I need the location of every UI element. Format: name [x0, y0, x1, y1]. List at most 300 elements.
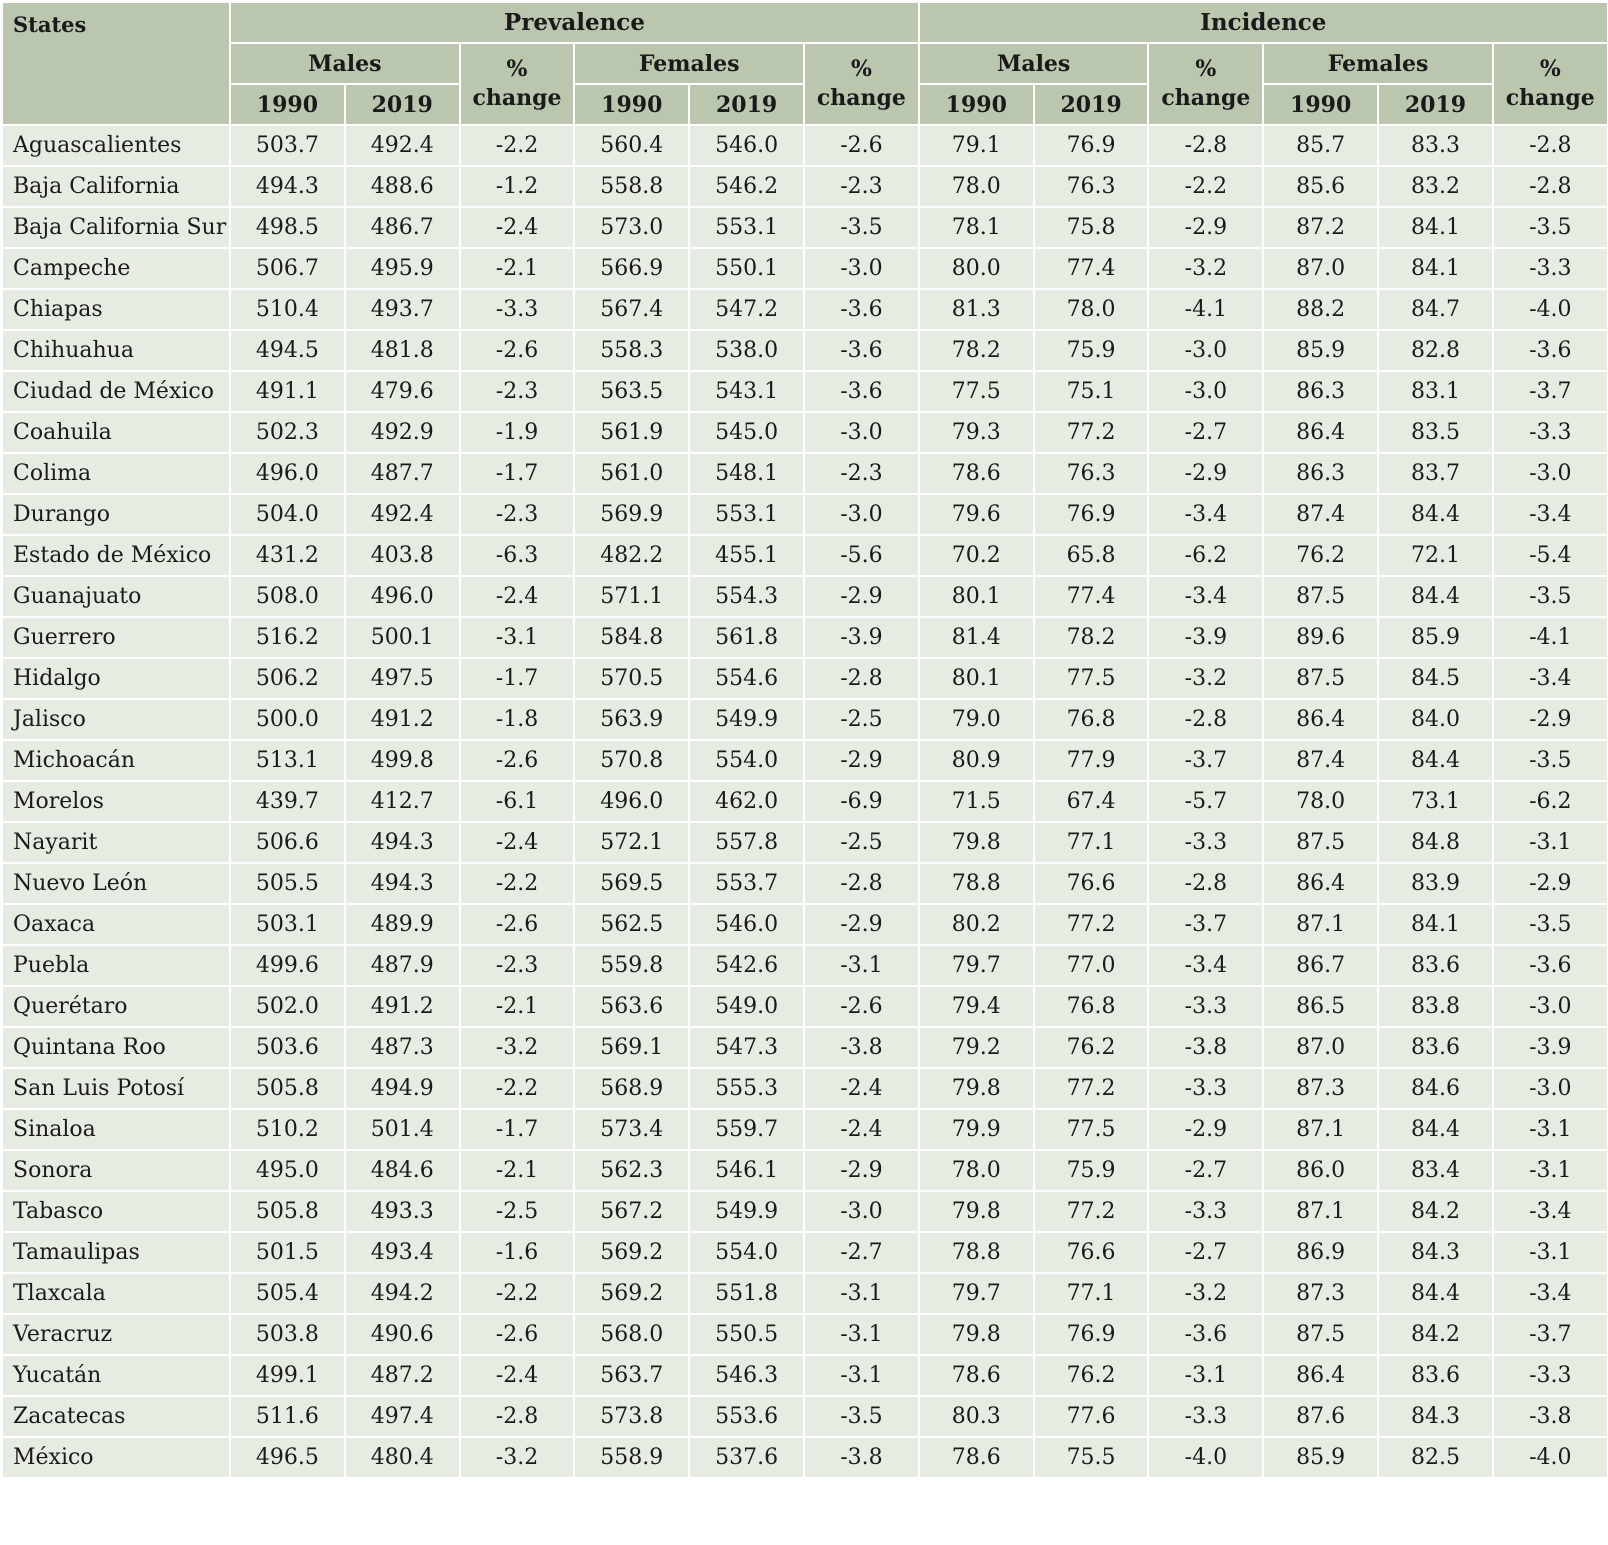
value-cell: 505.8 — [230, 1191, 345, 1232]
state-name-cell: Zacatecas — [2, 1396, 230, 1437]
value-cell: 553.1 — [689, 494, 804, 535]
value-cell: 78.6 — [919, 453, 1034, 494]
value-cell: 79.7 — [919, 1273, 1034, 1314]
value-cell: 494.9 — [345, 1068, 460, 1109]
value-cell: 85.9 — [1263, 1437, 1378, 1478]
value-cell: -3.1 — [1493, 1109, 1608, 1150]
value-cell: 78.2 — [919, 330, 1034, 371]
value-cell: 84.4 — [1378, 494, 1493, 535]
value-cell: 88.2 — [1263, 289, 1378, 330]
state-name-cell: México — [2, 1437, 230, 1478]
value-cell: 510.4 — [230, 289, 345, 330]
value-cell: -4.1 — [1148, 289, 1263, 330]
year-header: 1990 — [919, 84, 1034, 125]
value-cell: 81.4 — [919, 617, 1034, 658]
table-row — [2, 207, 1608, 248]
value-cell: -3.0 — [1148, 330, 1263, 371]
value-cell: -2.7 — [1148, 1232, 1263, 1273]
state-name-cell: Morelos — [2, 781, 230, 822]
value-cell: 79.8 — [919, 1314, 1034, 1355]
value-cell: -3.1 — [804, 1273, 919, 1314]
value-cell: 87.4 — [1263, 740, 1378, 781]
table-row — [2, 1027, 1608, 1068]
value-cell: -2.9 — [804, 576, 919, 617]
value-cell: 482.2 — [574, 535, 689, 576]
value-cell: -3.1 — [1493, 1150, 1608, 1191]
value-cell: -6.2 — [1493, 781, 1608, 822]
value-cell: -5.4 — [1493, 535, 1608, 576]
value-cell: 86.3 — [1263, 453, 1378, 494]
value-cell: 78.6 — [919, 1437, 1034, 1478]
prevalence-males-header: Males — [230, 43, 460, 84]
value-cell: 403.8 — [345, 535, 460, 576]
value-cell: -2.5 — [460, 1191, 575, 1232]
value-cell: 561.0 — [574, 453, 689, 494]
table-row — [2, 1314, 1608, 1355]
value-cell: 496.0 — [345, 576, 460, 617]
value-cell: 492.9 — [345, 412, 460, 453]
value-cell: 570.5 — [574, 658, 689, 699]
value-cell: 546.0 — [689, 904, 804, 945]
value-cell: 559.8 — [574, 945, 689, 986]
state-name-cell: Quintana Roo — [2, 1027, 230, 1068]
table-row — [2, 1150, 1608, 1191]
value-cell: 84.4 — [1378, 740, 1493, 781]
value-cell: -2.8 — [1493, 166, 1608, 207]
value-cell: 561.8 — [689, 617, 804, 658]
value-cell: 495.0 — [230, 1150, 345, 1191]
value-cell: -3.2 — [460, 1027, 575, 1068]
value-cell: 72.1 — [1378, 535, 1493, 576]
value-cell: 570.8 — [574, 740, 689, 781]
state-name-cell: Guerrero — [2, 617, 230, 658]
value-cell: -3.1 — [1493, 822, 1608, 863]
value-cell: -2.2 — [460, 863, 575, 904]
value-cell: -2.3 — [804, 453, 919, 494]
table-row — [2, 1437, 1608, 1478]
state-name-cell: Querétaro — [2, 986, 230, 1027]
value-cell: 505.4 — [230, 1273, 345, 1314]
table-row — [2, 1355, 1608, 1396]
value-cell: 572.1 — [574, 822, 689, 863]
value-cell: 79.6 — [919, 494, 1034, 535]
value-cell: 77.5 — [919, 371, 1034, 412]
value-cell: -3.0 — [804, 494, 919, 535]
table-row — [2, 699, 1608, 740]
state-name-cell: Baja California Sur — [2, 207, 230, 248]
value-cell: 84.2 — [1378, 1314, 1493, 1355]
value-cell: 75.9 — [1034, 330, 1149, 371]
value-cell: 77.2 — [1034, 1068, 1149, 1109]
state-name-cell: Sinaloa — [2, 1109, 230, 1150]
table-row — [2, 166, 1608, 207]
value-cell: -3.1 — [804, 945, 919, 986]
value-cell: 494.3 — [345, 863, 460, 904]
table-row — [2, 904, 1608, 945]
value-cell: -3.1 — [804, 1314, 919, 1355]
value-cell: -3.6 — [804, 371, 919, 412]
value-cell: -3.7 — [1493, 1314, 1608, 1355]
value-cell: 554.0 — [689, 740, 804, 781]
value-cell: -3.1 — [1493, 1232, 1608, 1273]
value-cell: -2.9 — [1493, 863, 1608, 904]
value-cell: -2.1 — [460, 248, 575, 289]
value-cell: -2.5 — [804, 822, 919, 863]
value-cell: 569.9 — [574, 494, 689, 535]
value-cell: -3.8 — [804, 1437, 919, 1478]
value-cell: 491.2 — [345, 699, 460, 740]
value-cell: 87.3 — [1263, 1273, 1378, 1314]
value-cell: 78.0 — [919, 1150, 1034, 1191]
state-name-cell: Estado de México — [2, 535, 230, 576]
value-cell: 87.5 — [1263, 822, 1378, 863]
value-cell: 78.8 — [919, 863, 1034, 904]
value-cell: 86.0 — [1263, 1150, 1378, 1191]
value-cell: 497.4 — [345, 1396, 460, 1437]
value-cell: -2.4 — [804, 1068, 919, 1109]
value-cell: 491.2 — [345, 986, 460, 1027]
year-header: 1990 — [574, 84, 689, 125]
state-name-cell: Durango — [2, 494, 230, 535]
table-header — [2, 2, 1608, 125]
state-name-cell: Oaxaca — [2, 904, 230, 945]
value-cell: -2.2 — [460, 1068, 575, 1109]
value-cell: -2.3 — [460, 371, 575, 412]
value-cell: -3.1 — [804, 1355, 919, 1396]
value-cell: 77.0 — [1034, 945, 1149, 986]
value-cell: 77.2 — [1034, 1191, 1149, 1232]
value-cell: 78.2 — [1034, 617, 1149, 658]
pct-word: change — [816, 85, 906, 111]
value-cell: -3.5 — [804, 207, 919, 248]
value-cell: 86.4 — [1263, 412, 1378, 453]
value-cell: 71.5 — [919, 781, 1034, 822]
table-row — [2, 125, 1608, 166]
value-cell: -1.2 — [460, 166, 575, 207]
value-cell: 503.6 — [230, 1027, 345, 1068]
state-name-cell: Sonora — [2, 1150, 230, 1191]
value-cell: 492.4 — [345, 125, 460, 166]
value-cell: -2.5 — [804, 699, 919, 740]
value-cell: -2.6 — [460, 904, 575, 945]
table-row — [2, 617, 1608, 658]
year-header: 2019 — [689, 84, 804, 125]
value-cell: -3.7 — [1148, 740, 1263, 781]
value-cell: -6.1 — [460, 781, 575, 822]
value-cell: -2.9 — [1148, 1109, 1263, 1150]
value-cell: 479.6 — [345, 371, 460, 412]
value-cell: 568.9 — [574, 1068, 689, 1109]
value-cell: -3.2 — [1148, 248, 1263, 289]
state-name-cell: Campeche — [2, 248, 230, 289]
value-cell: 86.4 — [1263, 699, 1378, 740]
incidence-males-pct-change-header — [1148, 43, 1263, 125]
value-cell: -4.1 — [1493, 617, 1608, 658]
value-cell: 77.9 — [1034, 740, 1149, 781]
value-cell: 83.1 — [1378, 371, 1493, 412]
value-cell: 79.8 — [919, 1191, 1034, 1232]
value-cell: 80.2 — [919, 904, 1034, 945]
value-cell: 79.4 — [919, 986, 1034, 1027]
value-cell: 82.8 — [1378, 330, 1493, 371]
value-cell: 80.1 — [919, 576, 1034, 617]
value-cell: -3.2 — [460, 1437, 575, 1478]
value-cell: 568.0 — [574, 1314, 689, 1355]
value-cell: -2.7 — [1148, 412, 1263, 453]
value-cell: -3.6 — [804, 289, 919, 330]
value-cell: 547.2 — [689, 289, 804, 330]
value-cell: 571.1 — [574, 576, 689, 617]
state-name-cell: Michoacán — [2, 740, 230, 781]
value-cell: 502.0 — [230, 986, 345, 1027]
value-cell: 569.5 — [574, 863, 689, 904]
value-cell: 503.8 — [230, 1314, 345, 1355]
state-name-cell: Puebla — [2, 945, 230, 986]
value-cell: 549.9 — [689, 699, 804, 740]
value-cell: 77.4 — [1034, 576, 1149, 617]
value-cell: 496.0 — [230, 453, 345, 494]
value-cell: 498.5 — [230, 207, 345, 248]
value-cell: -3.4 — [1493, 1273, 1608, 1314]
value-cell: 86.4 — [1263, 863, 1378, 904]
value-cell: 76.2 — [1034, 1355, 1149, 1396]
value-cell: 550.1 — [689, 248, 804, 289]
value-cell: 546.0 — [689, 125, 804, 166]
value-cell: -3.1 — [460, 617, 575, 658]
value-cell: 76.2 — [1263, 535, 1378, 576]
value-cell: 84.0 — [1378, 699, 1493, 740]
value-cell: 506.2 — [230, 658, 345, 699]
value-cell: -2.6 — [460, 330, 575, 371]
value-cell: -2.9 — [1148, 207, 1263, 248]
value-cell: -3.5 — [1493, 740, 1608, 781]
value-cell: -3.6 — [1493, 330, 1608, 371]
value-cell: -6.3 — [460, 535, 575, 576]
value-cell: 537.6 — [689, 1437, 804, 1478]
value-cell: 493.7 — [345, 289, 460, 330]
value-cell: -2.9 — [804, 904, 919, 945]
pct-symbol: % — [850, 56, 872, 82]
value-cell: -2.8 — [804, 658, 919, 699]
value-cell: -2.3 — [460, 494, 575, 535]
value-cell: -2.8 — [1493, 125, 1608, 166]
value-cell: 76.9 — [1034, 1314, 1149, 1355]
state-name-cell: Veracruz — [2, 1314, 230, 1355]
value-cell: 494.2 — [345, 1273, 460, 1314]
value-cell: 553.7 — [689, 863, 804, 904]
value-cell: 488.6 — [345, 166, 460, 207]
incidence-males-header: Males — [919, 43, 1149, 84]
table-row — [2, 453, 1608, 494]
table-row — [2, 945, 1608, 986]
value-cell: -3.3 — [1148, 822, 1263, 863]
value-cell: 80.9 — [919, 740, 1034, 781]
prevalence-females-header: Females — [574, 43, 804, 84]
value-cell: -2.2 — [1148, 166, 1263, 207]
value-cell: 493.4 — [345, 1232, 460, 1273]
value-cell: 584.8 — [574, 617, 689, 658]
value-cell: 83.7 — [1378, 453, 1493, 494]
value-cell: 548.1 — [689, 453, 804, 494]
prevalence-females-pct-change-header — [804, 43, 919, 125]
value-cell: 569.2 — [574, 1273, 689, 1314]
value-cell: 85.9 — [1263, 330, 1378, 371]
pct-word: change — [472, 85, 562, 111]
value-cell: 83.6 — [1378, 945, 1493, 986]
value-cell: 87.3 — [1263, 1068, 1378, 1109]
value-cell: 76.8 — [1034, 699, 1149, 740]
value-cell: -3.8 — [804, 1027, 919, 1068]
value-cell: 76.6 — [1034, 863, 1149, 904]
value-cell: 516.2 — [230, 617, 345, 658]
value-cell: 83.4 — [1378, 1150, 1493, 1191]
table-row — [2, 371, 1608, 412]
value-cell: 86.5 — [1263, 986, 1378, 1027]
value-cell: 501.5 — [230, 1232, 345, 1273]
value-cell: 557.8 — [689, 822, 804, 863]
value-cell: 83.6 — [1378, 1355, 1493, 1396]
value-cell: 89.6 — [1263, 617, 1378, 658]
value-cell: 70.2 — [919, 535, 1034, 576]
value-cell: 84.5 — [1378, 658, 1493, 699]
value-cell: 78.0 — [1034, 289, 1149, 330]
value-cell: -3.9 — [1148, 617, 1263, 658]
value-cell: 83.8 — [1378, 986, 1493, 1027]
year-header: 2019 — [1378, 84, 1493, 125]
value-cell: 83.3 — [1378, 125, 1493, 166]
value-cell: 494.3 — [230, 166, 345, 207]
value-cell: 563.6 — [574, 986, 689, 1027]
value-cell: 500.0 — [230, 699, 345, 740]
pct-word: change — [1161, 85, 1251, 111]
value-cell: 487.9 — [345, 945, 460, 986]
value-cell: 573.4 — [574, 1109, 689, 1150]
value-cell: 553.6 — [689, 1396, 804, 1437]
table-row — [2, 330, 1608, 371]
value-cell: 546.1 — [689, 1150, 804, 1191]
value-cell: 76.3 — [1034, 453, 1149, 494]
value-cell: 77.2 — [1034, 904, 1149, 945]
value-cell: 562.3 — [574, 1150, 689, 1191]
value-cell: 76.3 — [1034, 166, 1149, 207]
incidence-females-header: Females — [1263, 43, 1493, 84]
value-cell: 76.2 — [1034, 1027, 1149, 1068]
value-cell: 75.5 — [1034, 1437, 1149, 1478]
value-cell: -3.1 — [1148, 1355, 1263, 1396]
value-cell: 76.9 — [1034, 494, 1149, 535]
prevalence-males-pct-change-header — [460, 43, 575, 125]
value-cell: 487.3 — [345, 1027, 460, 1068]
value-cell: -5.7 — [1148, 781, 1263, 822]
value-cell: 559.7 — [689, 1109, 804, 1150]
value-cell: 87.2 — [1263, 207, 1378, 248]
state-name-cell: Nayarit — [2, 822, 230, 863]
value-cell: 86.4 — [1263, 1355, 1378, 1396]
value-cell: -3.3 — [1148, 1068, 1263, 1109]
value-cell: 67.4 — [1034, 781, 1149, 822]
table-row — [2, 1396, 1608, 1437]
value-cell: 503.1 — [230, 904, 345, 945]
value-cell: -3.0 — [1493, 986, 1608, 1027]
year-header: 2019 — [1034, 84, 1149, 125]
value-cell: -1.7 — [460, 453, 575, 494]
state-name-cell: Nuevo León — [2, 863, 230, 904]
value-cell: 77.2 — [1034, 412, 1149, 453]
incidence-females-pct-change-header — [1493, 43, 1608, 125]
value-cell: 506.6 — [230, 822, 345, 863]
value-cell: 79.7 — [919, 945, 1034, 986]
value-cell: 542.6 — [689, 945, 804, 986]
value-cell: -2.6 — [804, 986, 919, 1027]
value-cell: 487.2 — [345, 1355, 460, 1396]
value-cell: 554.6 — [689, 658, 804, 699]
prevalence-header: Prevalence — [230, 2, 919, 43]
value-cell: -3.3 — [1493, 412, 1608, 453]
value-cell: 87.1 — [1263, 1191, 1378, 1232]
pct-symbol: % — [506, 56, 528, 82]
value-cell: -2.4 — [460, 1355, 575, 1396]
value-cell: -2.1 — [460, 1150, 575, 1191]
value-cell: -3.9 — [804, 617, 919, 658]
value-cell: -6.2 — [1148, 535, 1263, 576]
value-cell: 496.0 — [574, 781, 689, 822]
value-cell: 77.6 — [1034, 1396, 1149, 1437]
value-cell: -3.3 — [460, 289, 575, 330]
value-cell: 455.1 — [689, 535, 804, 576]
value-cell: 499.8 — [345, 740, 460, 781]
year-header: 1990 — [230, 84, 345, 125]
value-cell: 78.6 — [919, 1355, 1034, 1396]
value-cell: 79.8 — [919, 822, 1034, 863]
value-cell: 506.7 — [230, 248, 345, 289]
value-cell: 77.5 — [1034, 1109, 1149, 1150]
value-cell: -3.4 — [1493, 494, 1608, 535]
table-row — [2, 248, 1608, 289]
state-name-cell: Guanajuato — [2, 576, 230, 617]
value-cell: -2.6 — [460, 740, 575, 781]
value-cell: -3.7 — [1148, 904, 1263, 945]
value-cell: -3.0 — [1148, 371, 1263, 412]
value-cell: 87.6 — [1263, 1396, 1378, 1437]
value-cell: 87.5 — [1263, 658, 1378, 699]
value-cell: 79.2 — [919, 1027, 1034, 1068]
value-cell: 83.5 — [1378, 412, 1493, 453]
state-name-cell: Coahuila — [2, 412, 230, 453]
value-cell: 84.4 — [1378, 1273, 1493, 1314]
value-cell: 85.6 — [1263, 166, 1378, 207]
value-cell: -2.8 — [460, 1396, 575, 1437]
value-cell: -4.0 — [1493, 1437, 1608, 1478]
value-cell: 79.1 — [919, 125, 1034, 166]
value-cell: -2.8 — [1148, 125, 1263, 166]
value-cell: 77.4 — [1034, 248, 1149, 289]
value-cell: 78.0 — [1263, 781, 1378, 822]
value-cell: -6.9 — [804, 781, 919, 822]
value-cell: -2.3 — [804, 166, 919, 207]
table-row — [2, 986, 1608, 1027]
value-cell: 78.1 — [919, 207, 1034, 248]
value-cell: 439.7 — [230, 781, 345, 822]
value-cell: 550.5 — [689, 1314, 804, 1355]
value-cell: 79.8 — [919, 1068, 1034, 1109]
value-cell: 558.8 — [574, 166, 689, 207]
value-cell: 487.7 — [345, 453, 460, 494]
value-cell: 561.9 — [574, 412, 689, 453]
value-cell: -2.3 — [460, 945, 575, 986]
value-cell: -3.2 — [1148, 1273, 1263, 1314]
table-row — [2, 863, 1608, 904]
value-cell: 546.3 — [689, 1355, 804, 1396]
